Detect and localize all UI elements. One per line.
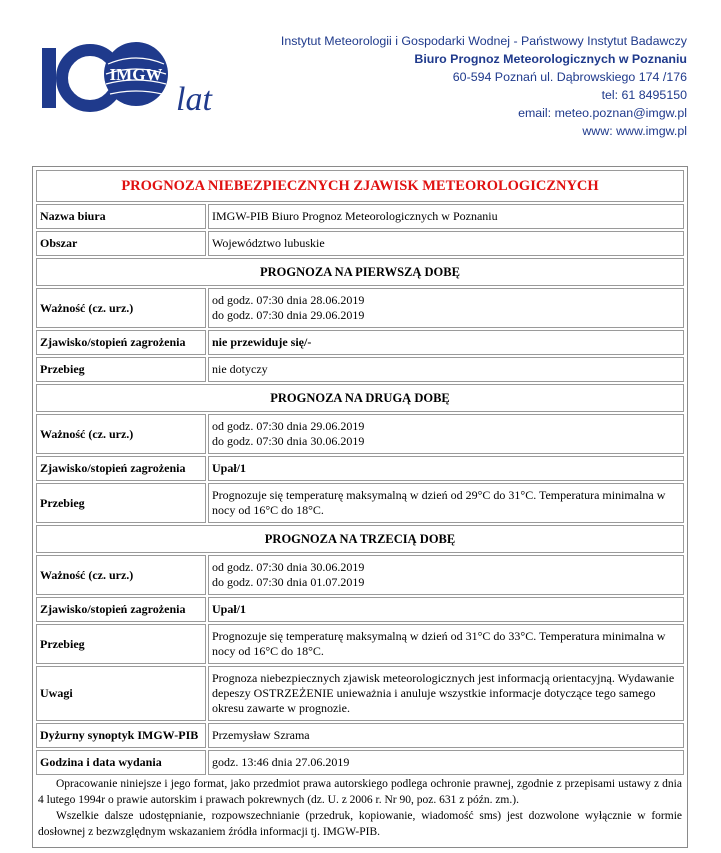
institute-email[interactable]: email: meteo.poznan@imgw.pl: [518, 106, 687, 120]
validity-label: Ważność (cz. urz.): [36, 288, 206, 328]
validity-value: [208, 555, 684, 595]
table-row: [36, 414, 684, 454]
phenomenon-value: [208, 330, 684, 355]
institute-name: Instytut Meteorologii i Gospodarki Wodnej - Państwowy Instytut Badawczy: [280, 34, 687, 48]
institute-phone: tel: 61 8495150: [601, 88, 687, 102]
validity-label: Ważność (cz. urz.): [36, 414, 206, 454]
document-header: [0, 0, 721, 160]
phenomenon-label: Zjawisko/stopień zagrożenia: [36, 330, 206, 355]
title-row: [36, 170, 684, 202]
area-value: Województwo lubuskie: [208, 231, 684, 256]
section-day-2: PROGNOZA NA DRUGĄ DOBĘ: [36, 384, 684, 412]
table-row: [36, 456, 684, 481]
table-row: [36, 723, 684, 748]
table-row: [36, 330, 684, 355]
validity-from: od godz. 07:30 dnia 29.06.2019: [212, 419, 365, 433]
table-row: [36, 357, 684, 382]
section-row: [36, 525, 684, 553]
office-label: Nazwa biura: [36, 204, 206, 229]
course-label: Przebieg: [36, 357, 206, 382]
table-row: [36, 483, 684, 523]
table-row: [36, 231, 684, 256]
section-row: [36, 384, 684, 412]
phenomenon-value-text: Upał/1: [212, 602, 247, 616]
phenomenon-label: Zjawisko/stopień zagrożenia: [36, 456, 206, 481]
forecast-table: [34, 168, 686, 777]
validity-value: [208, 288, 684, 328]
course-label: Przebieg: [36, 483, 206, 523]
validity-value: [208, 414, 684, 454]
notes-value: Prognoza niebezpiecznych zjawisk meteorologicznych jest informacją orientacyjną. Wydawanie depeszy OSTRZEŻENIE unieważnia i anuluje wszystkie informacje dotyczące tego samego okresu zawarte w prognozie.: [208, 666, 684, 721]
table-row: [36, 597, 684, 622]
section-day-3: PROGNOZA NA TRZECIĄ DOBĘ: [36, 525, 684, 553]
phenomenon-value: [208, 456, 684, 481]
validity-from: od godz. 07:30 dnia 30.06.2019: [212, 560, 365, 574]
course-value: nie dotyczy: [208, 357, 684, 382]
phenomenon-value: [208, 597, 684, 622]
validity-to: do godz. 07:30 dnia 29.06.2019: [212, 308, 365, 322]
section-row: [36, 258, 684, 286]
issued-value: godz. 13:46 dnia 27.06.2019: [208, 750, 684, 775]
copyright-paragraph-1: Opracowanie niniejsze i jego format, jako przedmiot prawa autorskiego podlega ochronie prawnej, zgodnie z przepisami ustawy z dnia 4 lutego 1994r o prawie autorskim i prawach pokrewnych (dz. U. z 2006 r. Nr 90, poz. 631 z późn. zm.).: [38, 778, 682, 806]
phenomenon-value-text: nie przewiduje się/-: [212, 335, 312, 349]
forecaster-value: Przemysław Szrama: [208, 723, 684, 748]
institute-address: 60-594 Poznań ul. Dąbrowskiego 174 /176: [452, 70, 687, 84]
office-value: IMGW-PIB Biuro Prognoz Meteorologicznych w Poznaniu: [208, 204, 684, 229]
phenomenon-value-text: Upał/1: [212, 461, 247, 475]
copyright-paragraph-2: Wszelkie dalsze udostępnianie, rozpowszechnianie (przedruk, kopiowanie, wiadomość sms) jest dozwolone wyłącznie w formie dosłownej z bezwzględnym wskazaniem źródła informacji tj. IMGW-PIB.: [38, 810, 682, 838]
course-value: Prognozuje się temperaturę maksymalną w dzień od 31°C do 33°C. Temperatura minimalna w nocy od 16°C do 18°C.: [208, 624, 684, 664]
course-label: Przebieg: [36, 624, 206, 664]
table-row: [36, 624, 684, 664]
table-row: [36, 555, 684, 595]
section-day-1: PROGNOZA NA PIERWSZĄ DOBĘ: [36, 258, 684, 286]
document-title: PROGNOZA NIEBEZPIECZNYCH ZJAWISK METEOROLOGICZNYCH: [36, 170, 684, 202]
validity-to: do godz. 07:30 dnia 01.07.2019: [212, 575, 365, 589]
issued-label: Godzina i data wydania: [36, 750, 206, 775]
course-value: Prognozuje się temperaturę maksymalną w dzień od 29°C do 31°C. Temperatura minimalna w nocy od 16°C do 18°C.: [208, 483, 684, 523]
validity-label: Ważność (cz. urz.): [36, 555, 206, 595]
notes-label: Uwagi: [36, 666, 206, 721]
validity-from: od godz. 07:30 dnia 28.06.2019: [212, 293, 365, 307]
imgw-100-years-logo: [38, 34, 228, 124]
logo-suffix-text: lat: [176, 81, 212, 118]
forecaster-label: Dyżurny synoptyk IMGW-PIB: [36, 723, 206, 748]
table-row: [36, 750, 684, 775]
copyright-notice: [38, 776, 682, 840]
table-row: [36, 666, 684, 721]
institute-website[interactable]: www: www.imgw.pl: [582, 124, 687, 138]
area-label: Obszar: [36, 231, 206, 256]
logo-badge-text: IMGW: [109, 65, 163, 84]
phenomenon-label: Zjawisko/stopień zagrożenia: [36, 597, 206, 622]
table-row: [36, 288, 684, 328]
office-name: Biuro Prognoz Meteorologicznych w Poznaniu: [414, 52, 687, 66]
institute-contact: [281, 32, 687, 140]
validity-to: do godz. 07:30 dnia 30.06.2019: [212, 434, 365, 448]
table-row: [36, 204, 684, 229]
